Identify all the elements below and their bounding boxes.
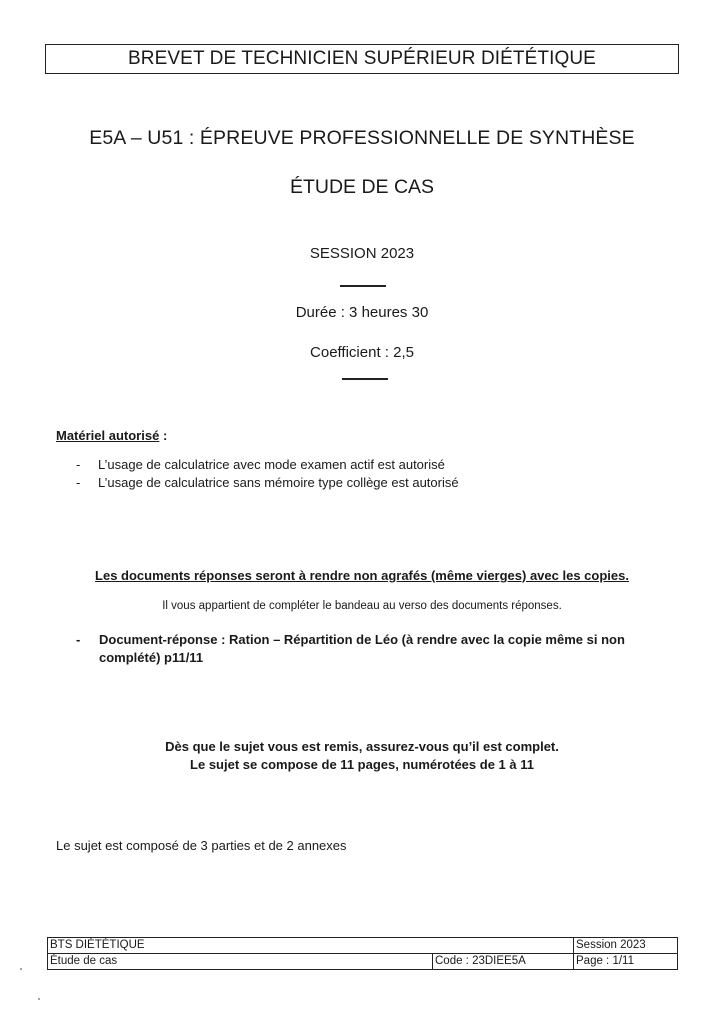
bandeau-instruction: Il vous appartient de compléter le bandeau au verso des documents réponses. xyxy=(162,600,562,612)
sujet-completeness-notice xyxy=(0,738,724,774)
list-item xyxy=(76,456,459,474)
documents-notice-text: Les documents réponses seront à rendre non agrafés (même vierges) avec les copies. xyxy=(95,568,629,583)
etude-de-cas-title: ÉTUDE DE CAS xyxy=(289,176,435,198)
list-dash: - xyxy=(76,457,81,472)
documents-notice xyxy=(0,568,724,583)
footer-page: Page : 1/11 xyxy=(574,954,678,970)
sujet-check-line: Le sujet se compose de 11 pages, numérotées de 1 à 11 xyxy=(190,757,534,772)
materiel-list xyxy=(76,456,459,492)
materiel-autorise-heading xyxy=(56,428,167,443)
sujet-check-line: Dès que le sujet vous est remis, assurez-vous qu’il est complet. xyxy=(165,739,559,754)
list-item xyxy=(76,474,459,492)
header-title-box xyxy=(45,44,679,74)
footer-code: Code : 23DIEE5A xyxy=(433,954,574,970)
footer-session: Session 2023 xyxy=(574,938,678,954)
materiel-title: Matériel autorisé xyxy=(56,428,160,443)
scan-speck xyxy=(20,968,22,970)
materiel-item-text: L’usage de calculatrice avec mode examen actif est autorisé xyxy=(98,457,445,472)
header-title: BREVET DE TECHNICIEN SUPÉRIEUR DIÉTÉTIQUE xyxy=(128,48,596,69)
footer-table xyxy=(47,937,678,970)
list-dash: - xyxy=(76,475,81,490)
scan-speck xyxy=(38,998,40,1000)
materiel-item-text: L’usage de calculatrice sans mémoire type collège est autorisé xyxy=(98,475,459,490)
footer-etude: Étude de cas xyxy=(48,954,433,970)
table-row xyxy=(48,954,678,970)
epreuve-title: E5A – U51 : ÉPREUVE PROFESSIONNELLE DE SYNTHÈSE xyxy=(89,127,635,149)
coefficient-label: Coefficient : 2,5 xyxy=(310,344,414,361)
materiel-title-colon: : xyxy=(159,428,168,443)
list-dash: - xyxy=(76,632,81,647)
divider-line xyxy=(342,378,388,380)
table-row xyxy=(48,938,678,954)
divider-line xyxy=(340,285,386,287)
document-reponse-item xyxy=(76,631,656,667)
sujet-composition: Le sujet est composé de 3 parties et de 2 annexes xyxy=(56,838,347,853)
footer-bts: BTS DIÉTÉTIQUE xyxy=(48,938,574,954)
duree-label: Durée : 3 heures 30 xyxy=(295,304,429,321)
session-label: SESSION 2023 xyxy=(309,245,415,262)
document-reponse-text: Document-réponse : Ration – Répartition de Léo (à rendre avec la copie même si non complété) p11/11 xyxy=(99,632,625,665)
